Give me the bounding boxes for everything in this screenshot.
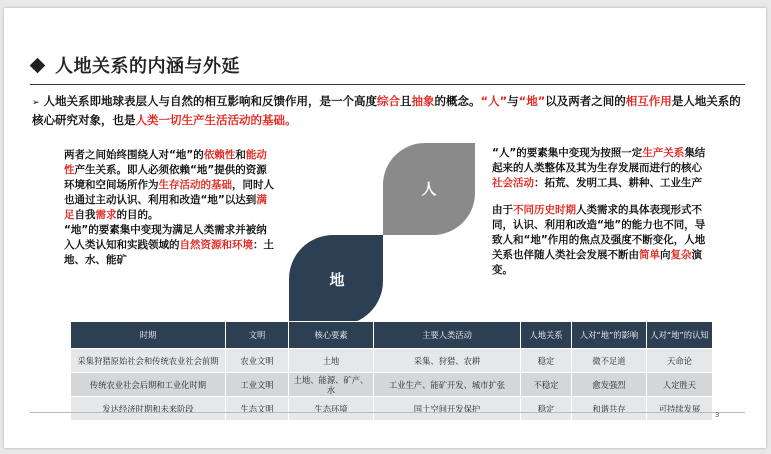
table-cell: 愈发强烈 bbox=[572, 373, 647, 397]
right-text-block bbox=[492, 146, 712, 278]
text-segment: “人”的要素集中变现为按照一定 bbox=[492, 147, 643, 159]
table-cell: 稳定 bbox=[521, 397, 572, 421]
table-cell: 人定胜天 bbox=[647, 373, 713, 397]
page-number: 3 bbox=[715, 411, 720, 419]
header-core-element: 核心要素 bbox=[289, 322, 374, 349]
intro-paragraph bbox=[32, 93, 742, 129]
highlight-text: 满足 bbox=[64, 194, 267, 221]
text-segment: 是人地关系的核心研究对象，也是 bbox=[32, 94, 741, 127]
text-segment: ：拓荒、发明工具、耕种、工业生产 bbox=[534, 177, 702, 189]
highlight-text: 相互作用 bbox=[625, 94, 672, 108]
highlight-text: 抽象 bbox=[411, 94, 435, 108]
table-row bbox=[71, 349, 713, 373]
title-underline bbox=[30, 84, 745, 85]
text-segment: 产生关系。即人必须依赖“地”提供的资源环境和空间场所作为 bbox=[64, 164, 267, 191]
highlight-text: 需求 bbox=[95, 209, 117, 221]
table-row bbox=[71, 373, 713, 397]
highlight-text: 复杂 bbox=[670, 249, 692, 261]
text-segment: 以及两者之间的 bbox=[545, 94, 626, 108]
highlight-text: 生存活动的基础 bbox=[158, 179, 232, 191]
highlight-text: 简单 bbox=[639, 249, 660, 261]
text-segment: 两者之间始终围绕人对“地”的 bbox=[64, 149, 204, 161]
history-table bbox=[70, 321, 713, 421]
left-paragraph-1 bbox=[64, 148, 274, 223]
right-paragraph-2 bbox=[492, 203, 712, 278]
text-segment: 集结起来的人类整体及其为生存发展而进行的核心 bbox=[492, 147, 706, 174]
table-cell: 传统农业社会后期和工业化时期 bbox=[71, 373, 226, 397]
header-civilization: 文明 bbox=[226, 322, 289, 349]
left-text-block bbox=[64, 148, 274, 268]
table-cell: 稳定 bbox=[521, 349, 572, 373]
arrow-bullet-icon: ➢ bbox=[32, 98, 40, 108]
di-label: 地 bbox=[329, 271, 345, 289]
text-segment: 向 bbox=[660, 249, 671, 261]
table-cell: 生态环境 bbox=[289, 397, 374, 421]
highlight-text: 综合 bbox=[377, 94, 401, 108]
text-segment: 人地关系即地球表层人与自然的相互影响和反馈作用，是一个高度 bbox=[43, 94, 378, 108]
header-activities: 主要人类活动 bbox=[374, 322, 521, 349]
text-segment: 的概念。 bbox=[434, 94, 481, 108]
ren-di-diagram bbox=[275, 143, 489, 325]
text-segment: 的目的。 bbox=[116, 209, 159, 221]
text-segment: ，同时人也通过主动认识、利用和改造“地”以达到 bbox=[64, 179, 274, 206]
ren-label: 人 bbox=[421, 180, 437, 198]
text-segment: 由于 bbox=[492, 204, 513, 216]
right-paragraph-1 bbox=[492, 146, 712, 191]
slide bbox=[4, 8, 766, 448]
highlight-text: 依赖性 bbox=[203, 149, 236, 161]
table-cell: 和谐共存 bbox=[572, 397, 647, 421]
text-segment: ：土地、水、能矿 bbox=[64, 239, 274, 266]
table-cell: 土地 bbox=[289, 349, 374, 373]
table-cell: 农业文明 bbox=[226, 349, 289, 373]
highlight-text: 不同历史时期 bbox=[513, 204, 576, 216]
highlight-text: 自然资源和环境 bbox=[179, 239, 253, 251]
diamond-bullet-icon bbox=[30, 57, 46, 73]
header-impact: 人对“地”的影响 bbox=[572, 322, 647, 349]
table-cell: 天命论 bbox=[647, 349, 713, 373]
text-segment: 与 bbox=[507, 94, 519, 108]
title-row bbox=[32, 53, 240, 77]
text-segment: 演变。 bbox=[492, 249, 702, 276]
table-cell: 工业生产、能矿开发、城市扩张 bbox=[374, 373, 521, 397]
intro-text bbox=[32, 94, 741, 127]
text-segment: 和 bbox=[235, 149, 246, 161]
header-cognition: 人对“地”的认知 bbox=[647, 322, 713, 349]
highlight-text: 人类一切生产生活活动的基础。 bbox=[135, 113, 297, 127]
table-cell: 工业文明 bbox=[226, 373, 289, 397]
left-paragraph-2 bbox=[64, 223, 274, 268]
highlight-text: 生产关系 bbox=[642, 147, 685, 159]
table-cell: 发达经济时期和未来阶段 bbox=[71, 397, 226, 421]
table-cell: 土地、能源、矿产、水 bbox=[289, 373, 374, 397]
text-segment: 自我 bbox=[74, 209, 96, 221]
highlight-text: “地” bbox=[518, 94, 546, 108]
table-cell: 采集狩猎原始社会和传统农业社会前期 bbox=[71, 349, 226, 373]
header-relation: 人地关系 bbox=[521, 322, 572, 349]
table-row bbox=[71, 397, 713, 421]
text-segment: 且 bbox=[400, 94, 412, 108]
text-segment: “地”的要素集中变现为满足人类需求并被纳入人类认知和实践领域的 bbox=[64, 224, 267, 251]
table-cell: 采集、狩猎、农耕 bbox=[374, 349, 521, 373]
header-period: 时期 bbox=[71, 322, 226, 349]
highlight-text: “人” bbox=[480, 94, 508, 108]
table-cell: 生态文明 bbox=[226, 397, 289, 421]
footer-divider bbox=[30, 412, 745, 413]
highlight-text: 社会活动 bbox=[492, 177, 534, 189]
table-header-row bbox=[71, 322, 713, 349]
table-cell: 国土空间开发保护 bbox=[374, 397, 521, 421]
table-cell: 可持续发展 bbox=[647, 397, 713, 421]
slide-title: 人地关系的内涵与外延 bbox=[55, 56, 240, 77]
highlight-text: 能动性 bbox=[64, 149, 267, 176]
text-segment: 人类需求的具体表现形式不同，认识、利用和改造“地”的能力也不同，导致人和“地”作用的焦点及强度不断变化，人地关系也伴随人类社会发展不断由 bbox=[492, 204, 706, 261]
table-cell: 微不足道 bbox=[572, 349, 647, 373]
table-cell: 不稳定 bbox=[521, 373, 572, 397]
